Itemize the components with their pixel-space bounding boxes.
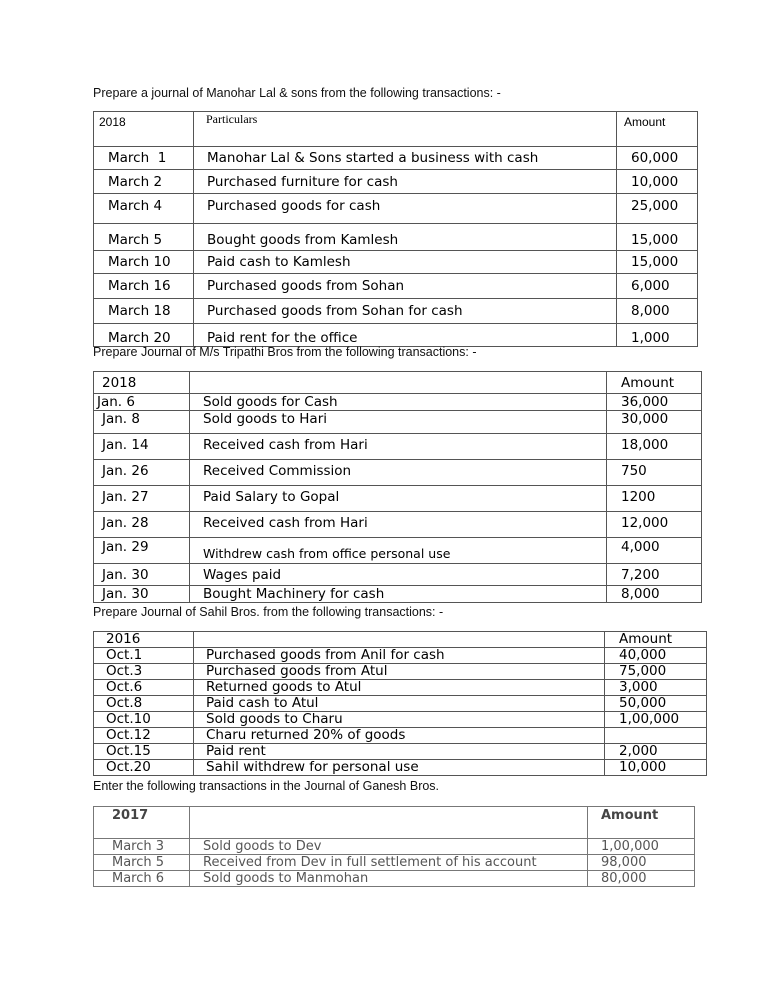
date-cell: March 6 <box>94 871 190 887</box>
particulars-cell: Sold goods to Charu <box>194 712 605 728</box>
amount-cell: 15,000 <box>617 251 698 274</box>
amount-cell: 2,000 <box>605 744 707 760</box>
date-cell: Jan. 30 <box>94 586 190 603</box>
particulars-cell: Bought goods from Kamlesh <box>194 224 617 251</box>
tripathi-bros-transactions-table <box>93 371 702 603</box>
table-header-row <box>94 632 707 648</box>
particulars-cell: Paid cash to Kamlesh <box>194 251 617 274</box>
table-row <box>94 680 707 696</box>
amount-cell: 7,200 <box>607 564 702 586</box>
table-row <box>94 434 702 460</box>
particulars-cell: Received cash from Hari <box>190 512 607 538</box>
date-cell: March 18 <box>94 299 194 324</box>
particulars-cell: Manohar Lal & Sons started a business with cash <box>194 147 617 170</box>
amount-cell <box>605 728 707 744</box>
date-cell: Jan. 29 <box>94 538 190 564</box>
amount-cell: 1200 <box>607 486 702 512</box>
particulars-cell: Withdrew cash from office personal use <box>190 538 607 564</box>
date-cell: Jan. 26 <box>94 460 190 486</box>
amount-cell: 30,000 <box>607 411 702 434</box>
particulars-cell: Sold goods to Dev <box>190 839 588 855</box>
table-row <box>94 712 707 728</box>
amount-cell: 750 <box>607 460 702 486</box>
table-row <box>94 538 702 564</box>
date-cell: March 5 <box>94 855 190 871</box>
particulars-header <box>194 632 605 648</box>
amount-cell: 25,000 <box>617 194 698 224</box>
particulars-header <box>190 807 588 839</box>
date-cell: Oct.8 <box>94 696 194 712</box>
date-cell: Oct.6 <box>94 680 194 696</box>
date-cell: Oct.20 <box>94 760 194 776</box>
amount-cell: 60,000 <box>617 147 698 170</box>
table-row <box>94 728 707 744</box>
date-cell: Jan. 14 <box>94 434 190 460</box>
table-row <box>94 224 698 251</box>
table-row <box>94 170 698 194</box>
particulars-cell: Sold goods to Manmohan <box>190 871 588 887</box>
year-header: 2018 <box>94 112 194 147</box>
date-cell: Oct.10 <box>94 712 194 728</box>
amount-cell: 80,000 <box>588 871 695 887</box>
table-row <box>94 512 702 538</box>
amount-cell: 18,000 <box>607 434 702 460</box>
amount-header: Amount <box>588 807 695 839</box>
table-row <box>94 251 698 274</box>
year-header: 2016 <box>94 632 194 648</box>
date-cell: March 16 <box>94 274 194 299</box>
table-row <box>94 274 698 299</box>
table-header-row <box>94 807 695 839</box>
date-cell: Oct.1 <box>94 648 194 664</box>
table-row <box>94 147 698 170</box>
table-header-row <box>94 372 702 394</box>
date-cell: March 3 <box>94 839 190 855</box>
particulars-cell: Received Commission <box>190 460 607 486</box>
date-cell: Jan. 8 <box>94 411 190 434</box>
date-cell: March 2 <box>94 170 194 194</box>
date-cell: Jan. 30 <box>94 564 190 586</box>
particulars-cell: Sahil withdrew for personal use <box>194 760 605 776</box>
particulars-cell: Purchased goods from Sohan <box>194 274 617 299</box>
table-row <box>94 696 707 712</box>
particulars-cell: Sold goods for Cash <box>190 394 607 411</box>
date-cell: Jan. 6 <box>94 394 190 411</box>
amount-cell: 4,000 <box>607 538 702 564</box>
amount-cell: 6,000 <box>617 274 698 299</box>
date-cell: Oct.15 <box>94 744 194 760</box>
particulars-cell: Purchased goods for cash <box>194 194 617 224</box>
section-1-caption: Prepare a journal of Manohar Lal & sons from the following transactions: - <box>93 86 501 100</box>
particulars-cell: Purchased furniture for cash <box>194 170 617 194</box>
table-row <box>94 299 698 324</box>
table-row <box>94 855 695 871</box>
date-cell: Jan. 28 <box>94 512 190 538</box>
amount-cell: 3,000 <box>605 680 707 696</box>
particulars-cell: Purchased goods from Anil for cash <box>194 648 605 664</box>
table-row <box>94 394 702 411</box>
particulars-cell: Wages paid <box>190 564 607 586</box>
date-cell: March 1 <box>94 147 194 170</box>
year-header: 2018 <box>94 372 190 394</box>
particulars-cell: Received cash from Hari <box>190 434 607 460</box>
particulars-cell: Paid cash to Atul <box>194 696 605 712</box>
particulars-cell: Purchased goods from Atul <box>194 664 605 680</box>
date-cell: March 4 <box>94 194 194 224</box>
amount-cell: 12,000 <box>607 512 702 538</box>
table-row <box>94 744 707 760</box>
amount-header: Amount <box>617 112 698 147</box>
table-row <box>94 760 707 776</box>
amount-cell: 1,00,000 <box>605 712 707 728</box>
particulars-cell: Returned goods to Atul <box>194 680 605 696</box>
table-row <box>94 648 707 664</box>
date-cell: March 20 <box>94 324 194 347</box>
section-4-caption: Enter the following transactions in the Journal of Ganesh Bros. <box>93 779 440 793</box>
amount-cell: 75,000 <box>605 664 707 680</box>
table-row <box>94 194 698 224</box>
table-row <box>94 586 702 603</box>
amount-cell: 98,000 <box>588 855 695 871</box>
table-row <box>94 564 702 586</box>
date-cell: Jan. 27 <box>94 486 190 512</box>
particulars-header: Particulars <box>194 112 617 147</box>
particulars-header <box>190 372 607 394</box>
table-row <box>94 839 695 855</box>
amount-header: Amount <box>605 632 707 648</box>
sahil-bros-transactions-table <box>93 631 707 776</box>
table-row <box>94 486 702 512</box>
amount-cell: 40,000 <box>605 648 707 664</box>
date-cell: Oct.12 <box>94 728 194 744</box>
amount-cell: 36,000 <box>607 394 702 411</box>
amount-cell: 50,000 <box>605 696 707 712</box>
particulars-cell: Received from Dev in full settlement of his account <box>190 855 588 871</box>
amount-cell: 10,000 <box>605 760 707 776</box>
amount-cell: 8,000 <box>607 586 702 603</box>
section-3-caption: Prepare Journal of Sahil Bros. from the following transactions: - <box>93 605 444 619</box>
table-row <box>94 871 695 887</box>
table-header-row <box>94 112 698 147</box>
amount-cell: 15,000 <box>617 224 698 251</box>
amount-header: Amount <box>607 372 702 394</box>
date-cell: Oct.3 <box>94 664 194 680</box>
particulars-cell: Purchased goods from Sohan for cash <box>194 299 617 324</box>
amount-cell: 1,00,000 <box>588 839 695 855</box>
amount-cell: 10,000 <box>617 170 698 194</box>
date-cell: March 10 <box>94 251 194 274</box>
amount-cell: 8,000 <box>617 299 698 324</box>
particulars-cell: Bought Machinery for cash <box>190 586 607 603</box>
particulars-cell: Paid Salary to Gopal <box>190 486 607 512</box>
table-row <box>94 324 698 347</box>
section-2-caption: Prepare Journal of M/s Tripathi Bros from the following transactions: - <box>93 345 477 359</box>
table-row <box>94 460 702 486</box>
date-cell: March 5 <box>94 224 194 251</box>
particulars-cell: Paid rent for the office <box>194 324 617 347</box>
year-header: 2017 <box>94 807 190 839</box>
table-row <box>94 664 707 680</box>
manohar-lal-transactions-table <box>93 111 698 347</box>
ganesh-bros-transactions-table <box>93 806 695 887</box>
table-row <box>94 411 702 434</box>
amount-cell: 1,000 <box>617 324 698 347</box>
particulars-cell: Paid rent <box>194 744 605 760</box>
particulars-cell: Sold goods to Hari <box>190 411 607 434</box>
particulars-cell: Charu returned 20% of goods <box>194 728 605 744</box>
